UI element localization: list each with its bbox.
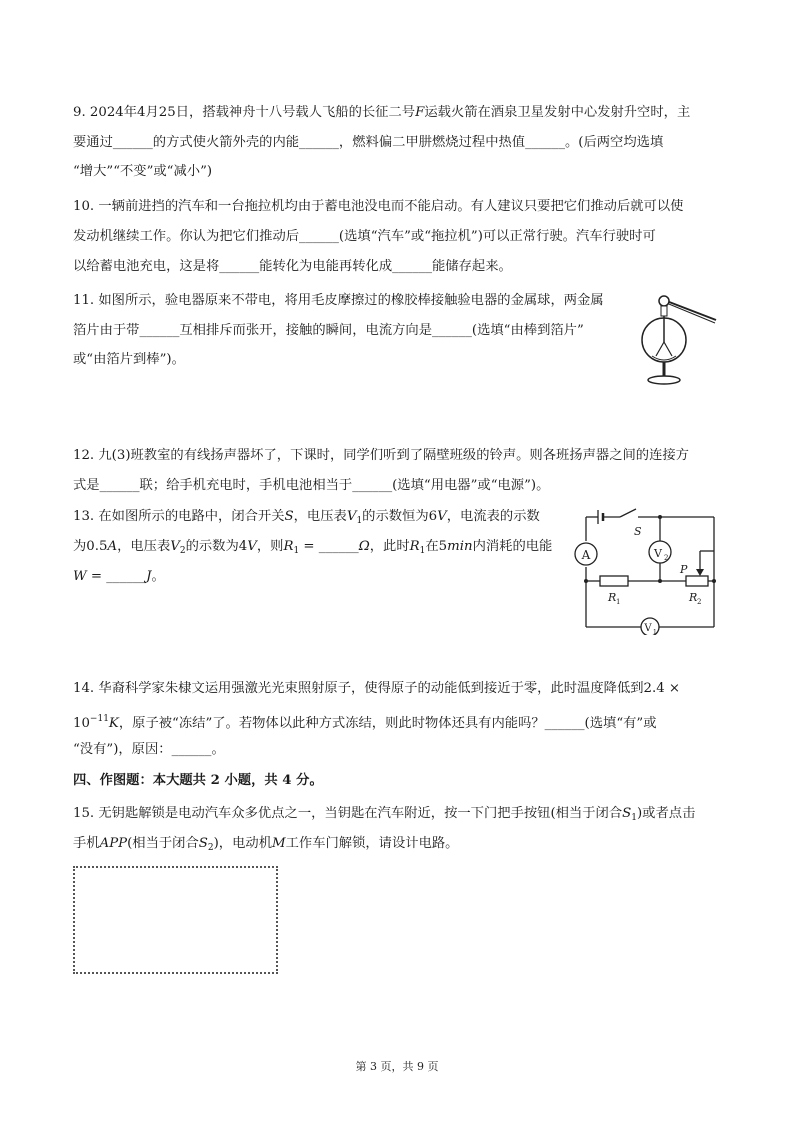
q10-text: 发动机继续工作。你认为把它们推动后______(选填“汽车”或“拖拉机”)可以正常行驶。汽车行驶时可 [73, 229, 656, 244]
exponent: −11 [89, 714, 109, 724]
value: 4 [238, 539, 248, 554]
unit-V: V [247, 539, 257, 554]
q9-text: 运载火箭在酒泉卫星发射中心发射升空时，主 [424, 105, 691, 120]
stand-base [648, 376, 680, 384]
r2-label: R [689, 591, 698, 604]
q15-text: 手机 [73, 836, 100, 851]
unit-min: min [447, 539, 473, 554]
q11-text: 11. 如图所示，验电器原来不带电，将用毛皮摩擦过的橡胶棒接触验电器的金属球，两金属 [73, 293, 604, 308]
var-APP: APP [99, 836, 128, 851]
subscript: 2 [179, 546, 186, 556]
subscript: 1 [356, 516, 363, 526]
q9-text: 9. 2024年4月25日，搭载神舟十八号载人飞船的长征二号 [73, 105, 416, 120]
q13-text: ，则 [256, 539, 284, 554]
unit-K: K [108, 716, 119, 731]
unit-ohm: Ω [358, 539, 370, 554]
resistor-R2 [686, 576, 708, 586]
subscript: 2 [207, 843, 214, 853]
q12-text: 12. 九(3)班教室的有线扬声器坏了，下课时，同学们听到了隔壁班级的铃声。则各班扬声器之间的连接方 [73, 448, 689, 463]
q15-text: (相当于闭合 [127, 836, 199, 851]
q13-text: 13. 在如图所示的电路中，闭合开关 [73, 509, 285, 524]
q14-text: 14. 华裔科学家朱棣文运用强激光光束照射原子，使得原子的动能低到接近于零，此时温度降低到 [73, 681, 644, 696]
q13-text: 的示数恒为 [362, 509, 429, 524]
var-V: V [346, 509, 357, 524]
rubber-rod [664, 300, 716, 320]
subscript: 1 [631, 813, 637, 823]
unit-J: J [146, 569, 152, 584]
r2-sub: 2 [697, 598, 702, 606]
q15-text: 工作车门解锁，请设计电路。 [285, 836, 459, 851]
q11-line1 [73, 291, 604, 311]
q13-line1 [73, 507, 540, 531]
answer-drawing-box[interactable] [73, 866, 278, 974]
circuit-diagram [568, 505, 728, 635]
q13-text: ，此时 [369, 539, 410, 554]
r1-label: R [608, 591, 617, 604]
q10-text: 以给蓄电池充电，这是将______能转化为电能再转化成______能储存起来。 [73, 259, 512, 274]
value: 6 [428, 509, 438, 524]
q10-line1 [73, 197, 683, 217]
q13-text: ，电压表 [293, 509, 347, 524]
slider-label: P [680, 563, 688, 576]
q12-text: 式是______联；给手机充电时，手机电池相当于______(选填“用电器”或“电源”)。 [73, 478, 550, 493]
q9-line1 [73, 103, 690, 123]
value: 10 [73, 716, 90, 731]
q9-text: 要通过______的方式使火箭外壳的内能______，燃料偏二甲肼燃烧过程中热值______。(后两空均选填 [73, 135, 664, 150]
q10-line2 [73, 227, 656, 247]
section-title: 四、作图题：本大题共 2 小题，共 4 分。 [73, 773, 323, 788]
q14-line2 [73, 709, 657, 734]
resistor-R1 [600, 576, 628, 586]
switch-S [620, 509, 636, 517]
q15-text: 15. 无钥匙解锁是电动汽车众多优点之一，当钥匙在汽车附近，按一下门把手按钮(相当于闭合 [73, 806, 623, 821]
page-footer: 第 3 页，共 9 页 [355, 1060, 439, 1073]
q15-text: )或者点击 [636, 806, 696, 821]
q11-text: 或“由箔片到棒”)。 [73, 352, 185, 367]
q13-line3 [73, 567, 165, 587]
var-V: V [170, 539, 180, 554]
q13-text: ，电压表 [117, 539, 171, 554]
q9-line2 [73, 133, 663, 153]
unit-A: A [107, 539, 118, 554]
switch-label: S [634, 525, 642, 538]
q10-text: 10. 一辆前进挡的汽车和一台拖拉机均由于蓄电池没电而不能启动。有人建议只要把它们推动后就可以使 [73, 199, 684, 214]
q14-line3 [73, 740, 225, 760]
q15-line2 [73, 834, 458, 858]
q15-line1 [73, 804, 695, 828]
q14-text: “没有”)，原因：______。 [73, 742, 225, 757]
q13-text: 在 [425, 539, 439, 554]
var-F: F [415, 105, 425, 120]
q13-text: ，电流表的示数 [446, 509, 540, 524]
q9-line3 [73, 162, 212, 182]
q13-text: 的示数为 [185, 539, 239, 554]
value: 5 [438, 539, 448, 554]
q13-blank: = ______ [299, 539, 359, 554]
ammeter-label: A [581, 548, 591, 562]
q14-text: ，原子被“冻结”了。若物体以此种方式冻结，则此时物体还具有内能吗？______(选填“有”或 [118, 716, 657, 731]
q11-line2 [73, 321, 584, 341]
q14-line1 [73, 679, 680, 699]
voltmeter-v2-sub: 2 [664, 554, 669, 562]
subscript: 1 [293, 546, 300, 556]
q13-text: 。 [151, 569, 165, 584]
subscript: 1 [419, 546, 426, 556]
metal-ball [659, 296, 669, 306]
var-R: R [283, 539, 294, 554]
q13-text: 内消耗的电能 [472, 539, 553, 554]
q11-line3 [73, 350, 185, 370]
electroscope-figure [628, 290, 724, 386]
voltmeter-v1-label: V [644, 623, 652, 634]
q13-text: 为 [73, 539, 87, 554]
var-R: R [409, 539, 420, 554]
q15-text: )，电动机 [213, 836, 272, 851]
value: 2.4 × [643, 681, 681, 696]
var-W: W [73, 569, 87, 584]
q12-line2 [73, 476, 549, 496]
q9-text: “增大”“不变”或“减小”) [73, 164, 213, 179]
q12-line1 [73, 446, 689, 466]
q11-text: 箔片由于带______互相排斥而张开，接触的瞬间，电流方向是______(选填“由棒到箔片” [73, 323, 584, 338]
unit-V: V [437, 509, 447, 524]
q13-blank: = ______ [86, 569, 147, 584]
var-S: S [622, 806, 632, 821]
q10-line3 [73, 257, 512, 277]
var-M: M [271, 836, 286, 851]
var-S: S [284, 509, 294, 524]
voltmeter-v1-sub: 1 [653, 629, 657, 635]
var-S: S [198, 836, 208, 851]
section-heading [73, 771, 323, 791]
voltmeter-v2-label: V [654, 547, 662, 560]
r1-sub: 1 [616, 598, 621, 606]
q13-line2 [73, 537, 552, 561]
value: 0.5 [86, 539, 108, 554]
